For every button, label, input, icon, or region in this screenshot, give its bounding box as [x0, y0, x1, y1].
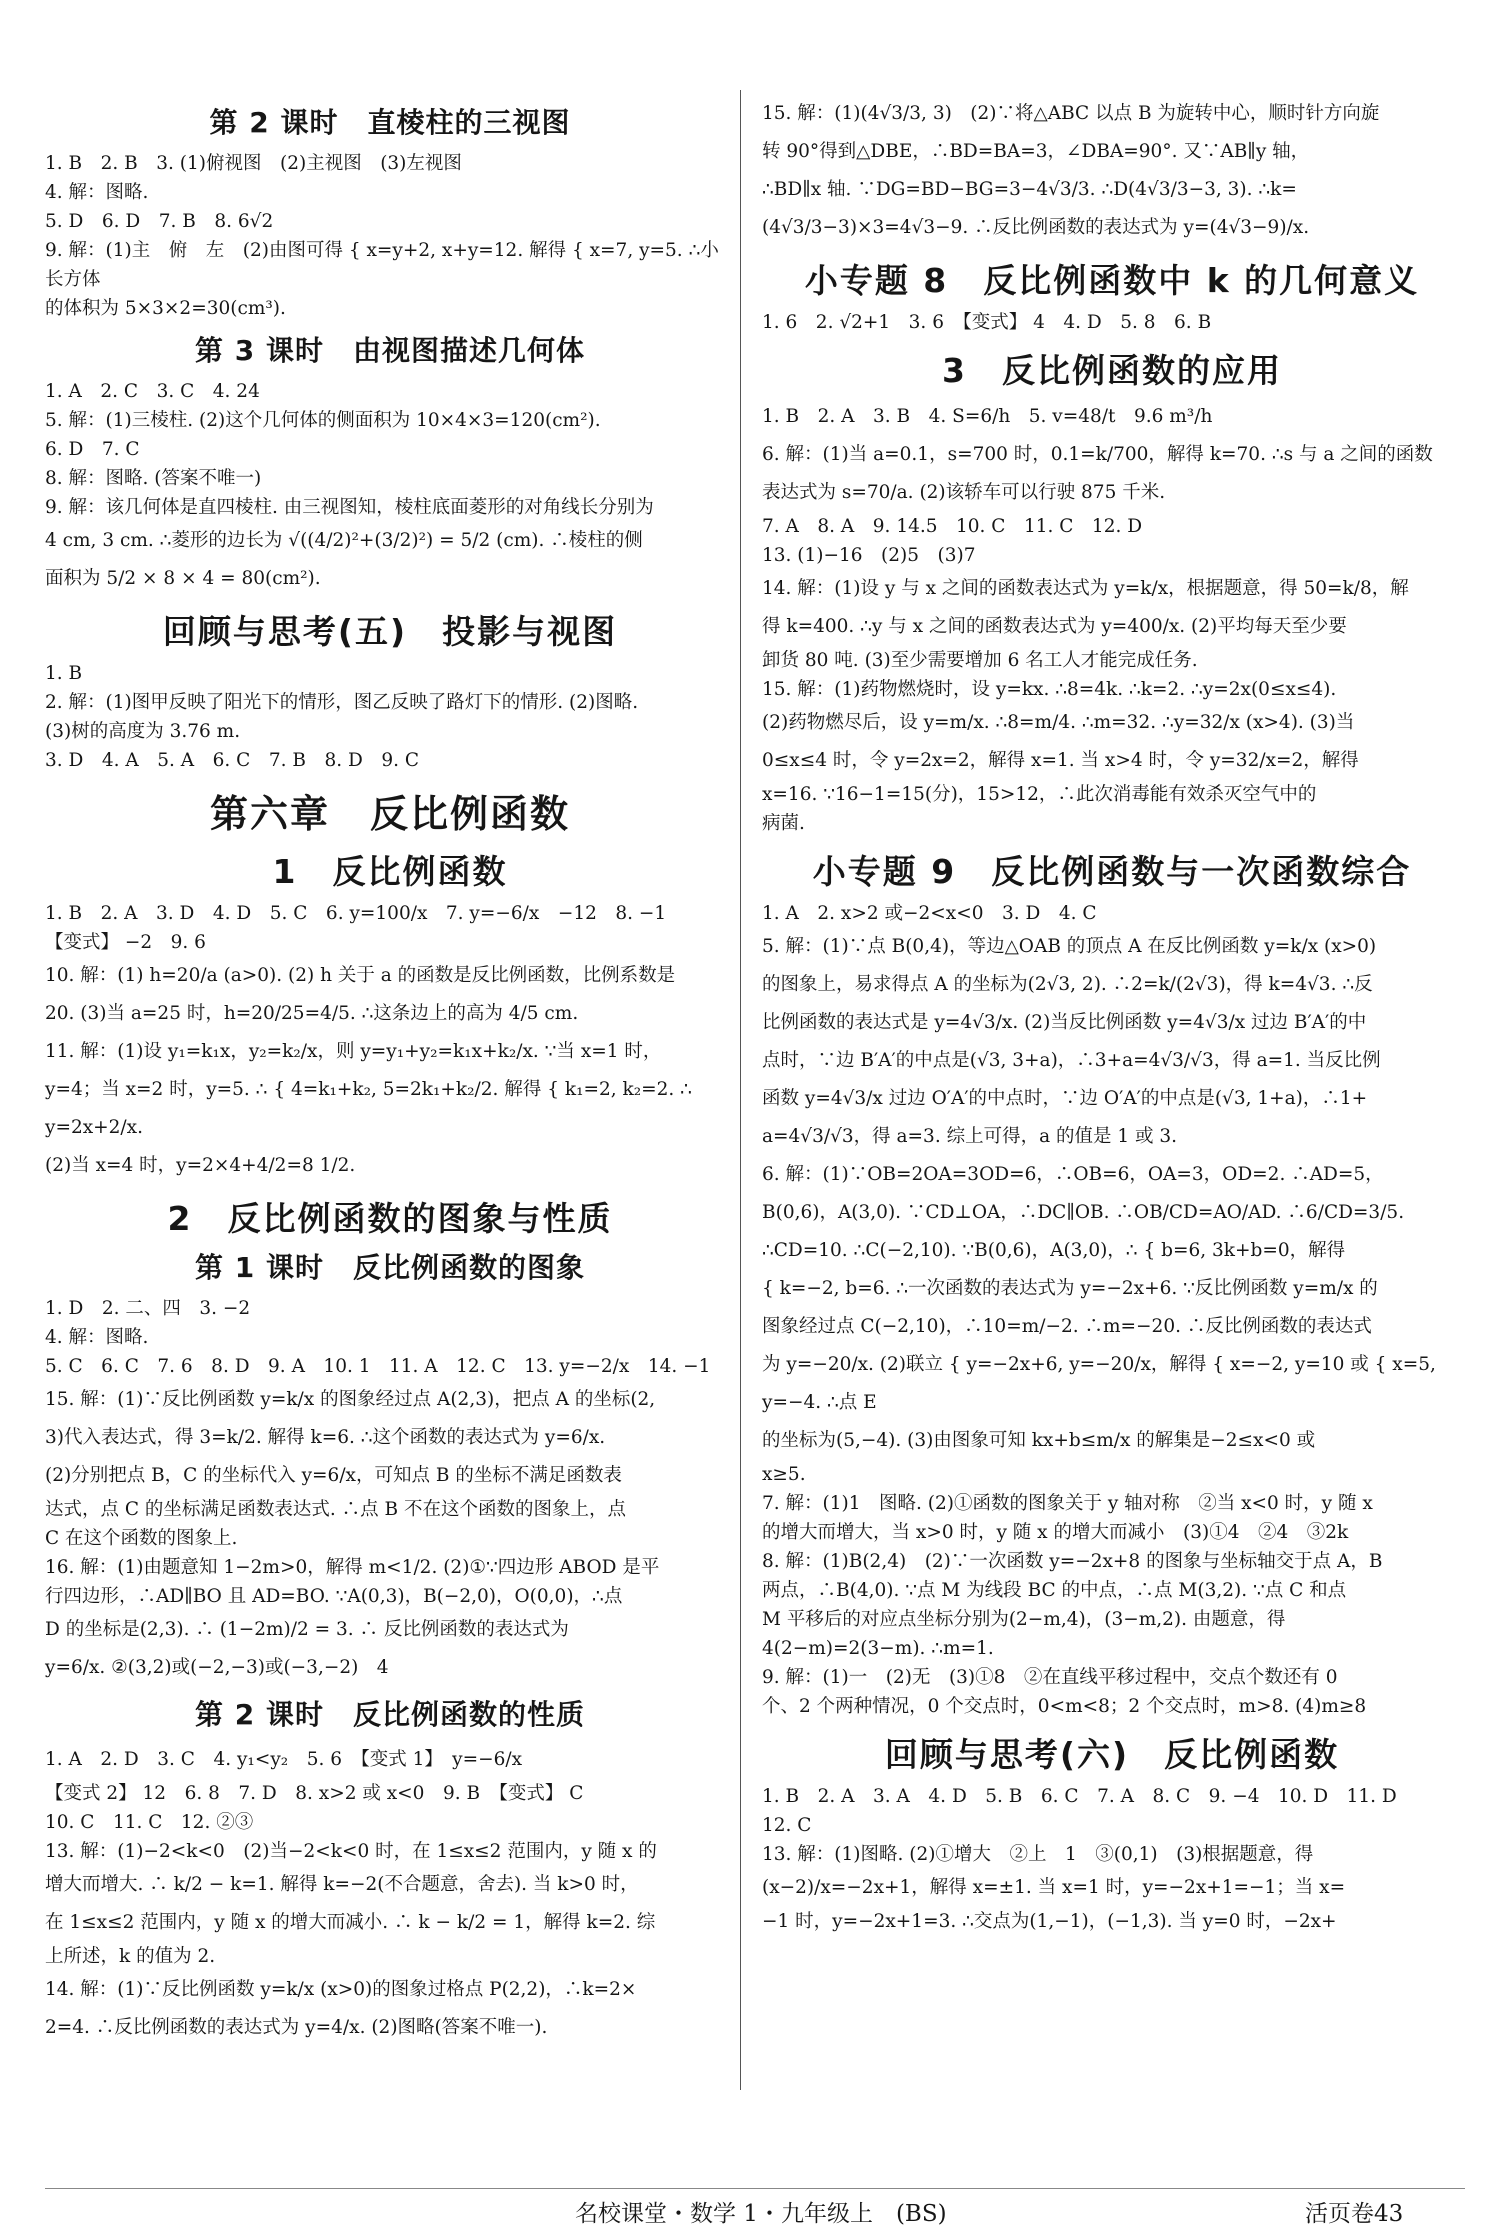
answer-line: 1. A 2. C 3. C 4. 24 — [45, 381, 260, 402]
answer-line: 1. A 2. D 3. C 4. y₁<y₂ 5. 6 【变式 1】 y=−6/x — [45, 1749, 523, 1770]
answer-line: 4. 解：图略. — [45, 182, 149, 203]
answer-line: 1. B 2. A 3. A 4. D 5. B 6. C 7. A 8. C 9. −4 10. D 11. D — [762, 1786, 1397, 1807]
section-heading: 第 2 课时 反比例函数的性质 — [195, 1698, 585, 1731]
answer-line: 14. 解：(1)设 y 与 x 之间的函数表达式为 y=k/x，根据题意，得 50=k/8，解 — [762, 578, 1409, 599]
answer-line: 卸货 80 吨. (3)至少需要增加 6 名工人才能完成任务. — [762, 650, 1198, 671]
answer-line: D 的坐标是(2,3). ∴ (1−2m)/2 = 3. ∴ 反比例函数的表达式为 — [45, 1619, 569, 1640]
answer-line: 增大而增大. ∴ k/2 − k=1. 解得 k=−2(不合题意，舍去). 当 k>0 时， — [45, 1874, 639, 1895]
answer-line: 的体积为 5×3×2=30(cm³). — [45, 298, 286, 319]
answer-line: x=16. ∵16−1=15(分)，15>12，∴此次消毒能有效杀灭空气中的 — [762, 784, 1317, 805]
answer-line: 1. D 2. 二、四 3. −2 — [45, 1298, 251, 1319]
answer-line: x≥5. — [762, 1464, 806, 1485]
answer-line: (2)当 x=4 时，y=2×4+4/2=8 1/2. — [45, 1155, 356, 1176]
answer-line: 1. B 2. A 3. B 4. S=6/h 5. v=48/t 9.6 m³/h — [762, 406, 1213, 427]
answer-line: 图象经过点 C(−2,10)，∴10=m/−2. ∴m=−20. ∴反比例函数的表达式 — [762, 1316, 1372, 1337]
section-heading: 回顾与思考(五) 投影与视图 — [162, 612, 618, 651]
section-heading: 第 2 课时 直棱柱的三视图 — [209, 106, 571, 139]
answer-line: 1. B 2. B 3. (1)俯视图 (2)主视图 (3)左视图 — [45, 153, 462, 174]
answer-line: y=6/x. ②(3,2)或(−2,−3)或(−3,−2) 4 — [45, 1657, 389, 1678]
answer-line: 病菌. — [762, 813, 805, 834]
answer-line: 【变式】 −2 9. 6 — [45, 932, 206, 953]
answer-line: B(0,6)，A(3,0). ∵CD⊥OA，∴DC∥OB. ∴OB/CD=AO/AD. ∴6/CD=3/5. — [762, 1202, 1405, 1223]
answer-line: 5. C 6. C 7. 6 8. D 9. A 10. 1 11. A 12. C 13. y=−2/x 14. −1 — [45, 1356, 711, 1377]
answer-line: 11. 解：(1)设 y₁=k₁x，y₂=k₂/x，则 y=y₁+y₂=k₁x+k₂/x. ∵当 x=1 时， — [45, 1041, 662, 1062]
footer-rule — [45, 2188, 1465, 2189]
section-heading: 第六章 反比例函数 — [209, 792, 570, 836]
section-heading: 3 反比例函数的应用 — [942, 351, 1282, 390]
answer-line: 15. 解：(1)药物燃烧时，设 y=kx. ∴8=4k. ∴k=2. ∴y=2x(0≤x≤4). — [762, 679, 1337, 700]
answer-line: 12. C — [762, 1815, 812, 1836]
answer-line: 转 90°得到△DBE，∴BD=BA=3，∠DBA=90°. 又∵AB∥y 轴， — [762, 141, 1310, 162]
answer-line: 13. 解：(1)−2<k<0 (2)当−2<k<0 时，在 1≤x≤2 范围内，y 随 x 的 — [45, 1841, 657, 1862]
answer-line: 5. 解：(1)∵点 B(0,4)，等边△OAB 的顶点 A 在反比例函数 y=k/x (x>0) — [762, 936, 1377, 957]
answer-line: ∴CD=10. ∴C(−2,10). ∵B(0,6)，A(3,0)，∴ { b=6, 3k+b=0，解得 — [762, 1240, 1346, 1261]
section-heading: 2 反比例函数的图象与性质 — [167, 1199, 613, 1238]
column-divider — [740, 90, 741, 2090]
answer-line: 16. 解：(1)由题意知 1−2m>0，解得 m<1/2. (2)①∵四边形 ABOD 是平 — [45, 1557, 660, 1578]
answer-line: 6. D 7. C — [45, 439, 140, 460]
answer-line: 4(2−m)=2(3−m). ∴m=1. — [762, 1638, 994, 1659]
answer-line: 3)代入表达式，得 3=k/2. 解得 k=6. ∴这个函数的表达式为 y=6/x. — [45, 1427, 606, 1448]
answer-line: 2. 解：(1)图甲反映了阳光下的情形，图乙反映了路灯下的情形. (2)图略. — [45, 692, 639, 713]
answer-line: a=4√3/√3，得 a=3. 综上可得，a 的值是 1 或 3. — [762, 1126, 1178, 1147]
answer-line: 6. 解：(1)当 a=0.1，s=700 时，0.1=k/700，解得 k=70. ∴s 与 a 之间的函数 — [762, 444, 1433, 465]
answer-line: 7. 解：(1)1 图略. (2)①函数的图象关于 y 轴对称 ②当 x<0 时，y 随 x — [762, 1493, 1373, 1514]
answer-line: ∴BD∥x 轴. ∵DG=BD−BG=3−4√3/3. ∴D(4√3/3−3, 3). ∴k= — [762, 179, 1297, 200]
answer-line: 5. 解：(1)三棱柱. (2)这个几何体的侧面积为 10×4×3=120(cm²). — [45, 410, 601, 431]
answer-line: 5. D 6. D 7. B 8. 6√2 — [45, 211, 274, 232]
answer-line: 1. 6 2. √2+1 3. 6 【变式】 4 4. D 5. 8 6. B — [762, 312, 1212, 333]
footer-page-number: 活页卷43 — [1305, 2201, 1404, 2227]
answer-line: 面积为 5/2 × 8 × 4 = 80(cm²). — [45, 568, 321, 589]
answer-line: 8. 解：图略. (答案不唯一) — [45, 468, 262, 489]
answer-line: 6. 解：(1)∵OB=2OA=3OD=6，∴OB=6，OA=3，OD=2. ∴AD=5， — [762, 1164, 1384, 1185]
answer-line: 14. 解：(1)∵反比例函数 y=k/x (x>0)的图象过格点 P(2,2)，∴k=2× — [45, 1979, 637, 2000]
answer-line: 的增大而增大，当 x>0 时，y 随 x 的增大而减小 (3)①4 ②4 ③2k — [762, 1522, 1349, 1543]
answer-line: M 平移后的对应点坐标分别为(2−m,4)，(3−m,2). 由题意，得 — [762, 1609, 1286, 1630]
answer-line: 2=4. ∴反比例函数的表达式为 y=4/x. (2)图略(答案不唯一). — [45, 2017, 548, 2038]
answer-line: (4√3/3−3)×3=4√3−9. ∴反比例函数的表达式为 y=(4√3−9)/x. — [762, 217, 1310, 238]
answer-line: 的坐标为(5,−4). (3)由图象可知 kx+b≤m/x 的解集是−2≤x<0 或 — [762, 1430, 1316, 1451]
answer-line: 9. 解：(1)主 俯 左 (2)由图可得 { x=y+2, x+y=12. 解得 { x=7, y=5. ∴小长方体 — [45, 240, 719, 290]
answer-line: 表达式为 s=70/a. (2)该轿车可以行驶 875 千米. — [762, 482, 1166, 503]
section-heading: 第 3 课时 由视图描述几何体 — [195, 334, 585, 367]
answer-line: 13. (1)−16 (2)5 (3)7 — [762, 545, 976, 566]
right-column — [762, 95, 1462, 1936]
answer-line: y=4；当 x=2 时，y=5. ∴ { 4=k₁+k₂, 5=2k₁+k₂/2. 解得 { k₁=2, k₂=2. ∴ y=2x+2/x. — [45, 1079, 692, 1138]
answer-line: C 在这个函数的图象上. — [45, 1528, 238, 1549]
answer-line: 9. 解：(1)一 (2)无 (3)①8 ②在直线平移过程中，交点个数还有 0 — [762, 1667, 1338, 1688]
section-heading: 小专题 9 反比例函数与一次函数综合 — [812, 852, 1412, 891]
answer-line: −1 时，y=−2x+1=3. ∴交点为(1,−1)，(−1,3). 当 y=0 时，−2x+ — [762, 1911, 1337, 1932]
answer-line: 为 y=−20/x. (2)联立 { y=−2x+6, y=−20/x，解得 { x=−2, y=10 或 { x=5, y=−4. ∴点 E — [762, 1354, 1436, 1413]
answer-line: 点时，∵边 B′A′的中点是(√3, 3+a)，∴3+a=4√3/√3，得 a=1. 当反比例 — [762, 1050, 1381, 1071]
answer-line: { k=−2, b=6. ∴一次函数的表达式为 y=−2x+6. ∵反比例函数 y=m/x 的 — [762, 1278, 1378, 1299]
answer-line: 10. C 11. C 12. ②③ — [45, 1812, 254, 1833]
answer-line: 0≤x≤4 时，令 y=2x=2，解得 x=1. 当 x>4 时，令 y=32/x=2，解得 — [762, 750, 1359, 771]
answer-line: (x−2)/x=−2x+1，解得 x=±1. 当 x=1 时，y=−2x+1=−1；当 x= — [762, 1877, 1346, 1898]
answer-line: 15. 解：(1)∵反比例函数 y=k/x 的图象经过点 A(2,3)，把点 A 的坐标(2, — [45, 1389, 656, 1410]
answer-line: 得 k=400. ∴y 与 x 之间的函数表达式为 y=400/x. (2)平均每天至少要 — [762, 616, 1347, 637]
answer-line: 【变式 2】 12 6. 8 7. D 8. x>2 或 x<0 9. B 【变式】 C — [45, 1783, 584, 1804]
answer-line: 1. B — [45, 663, 83, 684]
left-column — [45, 95, 735, 2047]
answer-line: 上所述，k 的值为 2. — [45, 1946, 216, 1967]
answer-line: 10. 解：(1) h=20/a (a>0). (2) h 关于 a 的函数是反比例函数，比例系数是 — [45, 965, 676, 986]
section-heading: 回顾与思考(六) 反比例函数 — [884, 1735, 1340, 1774]
answer-line: 9. 解：该几何体是直四棱柱. 由三视图知，棱柱底面菱形的对角线长分别为 — [45, 497, 654, 518]
answer-line: (3)树的高度为 3.76 m. — [45, 721, 241, 742]
answer-line: (2)药物燃尽后，设 y=m/x. ∴8=m/4. ∴m=32. ∴y=32/x (x>4). (3)当 — [762, 712, 1355, 733]
section-heading: 小专题 8 反比例函数中 k 的几何意义 — [804, 261, 1420, 300]
answer-line: 比例函数的表达式是 y=4√3/x. (2)当反比例函数 y=4√3/x 过边 B′A′的中 — [762, 1012, 1367, 1033]
answer-line: 20. (3)当 a=25 时，h=20/25=4/5. ∴这条边上的高为 4/5 cm. — [45, 1003, 579, 1024]
footer-book-title: 名校课堂・数学 1・九年级上 (BS) — [575, 2201, 947, 2227]
answer-line: 两点，∴B(4,0). ∵点 M 为线段 BC 的中点，∴点 M(3,2). ∵点 C 和点 — [762, 1580, 1347, 1601]
answer-line: 15. 解：(1)(4√3/3, 3) (2)∵将△ABC 以点 B 为旋转中心，顺时针方向旋 — [762, 103, 1380, 124]
answer-line: 1. B 2. A 3. D 4. D 5. C 6. y=100/x 7. y=−6/x −12 8. −1 — [45, 903, 667, 924]
answer-line: 4 cm, 3 cm. ∴菱形的边长为 √((4/2)²+(3/2)²) = 5/2 (cm). ∴棱柱的侧 — [45, 530, 643, 551]
answer-line: 函数 y=4√3/x 过边 O′A′的中点时，∵边 O′A′的中点是(√3, 1+a)，∴1+ — [762, 1088, 1368, 1109]
answer-line: 3. D 4. A 5. A 6. C 7. B 8. D 9. C — [45, 750, 420, 771]
answer-line: 4. 解：图略. — [45, 1327, 149, 1348]
answer-line: 1. A 2. x>2 或−2<x<0 3. D 4. C — [762, 903, 1097, 924]
answer-line: 行四边形，∴AD∥BO 且 AD=BO. ∵A(0,3)，B(−2,0)，O(0,0)，∴点 — [45, 1586, 623, 1607]
answer-line: 7. A 8. A 9. 14.5 10. C 11. C 12. D — [762, 516, 1143, 537]
answer-line: 达式，点 C 的坐标满足函数表达式. ∴点 B 不在这个函数的图象上，点 — [45, 1499, 627, 1520]
answer-line: (2)分别把点 B，C 的坐标代入 y=6/x，可知点 B 的坐标不满足函数表 — [45, 1465, 622, 1486]
section-heading: 1 反比例函数 — [272, 852, 508, 891]
answer-line: 个、2 个两种情况，0 个交点时，0<m<8；2 个交点时，m>8. (4)m≥8 — [762, 1696, 1367, 1717]
answer-line: 8. 解：(1)B(2,4) (2)∵一次函数 y=−2x+8 的图象与坐标轴交于点 A，B — [762, 1551, 1383, 1572]
section-heading: 第 1 课时 反比例函数的图象 — [195, 1251, 585, 1284]
answer-line: 13. 解：(1)图略. (2)①增大 ②上 1 ③(0,1) (3)根据题意，得 — [762, 1844, 1314, 1865]
answer-line: 的图象上，易求得点 A 的坐标为(2√3, 2). ∴2=k/(2√3)，得 k=4√3. ∴反 — [762, 974, 1373, 995]
answer-line: 在 1≤x≤2 范围内，y 随 x 的增大而减小. ∴ k − k/2 = 1，解得 k=2. 综 — [45, 1912, 656, 1933]
